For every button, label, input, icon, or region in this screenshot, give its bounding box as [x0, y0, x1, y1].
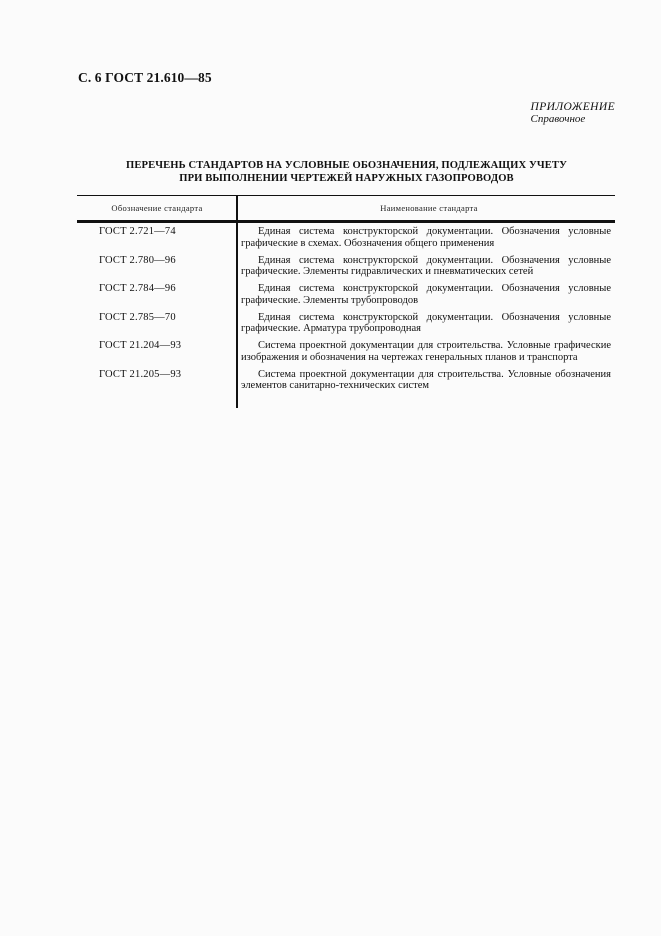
- table-row: [77, 312, 615, 335]
- standard-name: Система проектной документации для строительства. Условные обозначения элементов санитарно-технических систем: [241, 368, 611, 391]
- table-row: [77, 226, 615, 249]
- table-header-row: [77, 196, 615, 220]
- column-divider: [236, 195, 238, 408]
- page-header: С. 6 ГОСТ 21.610—85: [78, 70, 212, 85]
- standards-table: [77, 195, 615, 397]
- title-line-1: ПЕРЕЧЕНЬ СТАНДАРТОВ НА УСЛОВНЫЕ ОБОЗНАЧЕНИЯ, ПОДЛЕЖАЩИХ УЧЕТУ: [126, 160, 567, 171]
- standard-code: ГОСТ 2.780—96: [99, 254, 176, 266]
- appendix-label-block: [531, 100, 615, 125]
- column-header-code: Обозначение стандарта: [111, 203, 203, 213]
- standard-name: Единая система конструкторской документации. Обозначения условные графические в схемах. Обозначения общего применения: [241, 226, 611, 249]
- title-line-2: ПРИ ВЫПОЛНЕНИИ ЧЕРТЕЖЕЙ НАРУЖНЫХ ГАЗОПРОВОДОВ: [179, 172, 514, 184]
- table-row: [77, 283, 615, 306]
- standard-code: ГОСТ 2.785—70: [99, 311, 176, 323]
- document-title: [78, 160, 615, 185]
- standard-name: Единая система конструкторской документации. Обозначения условные графические. Элементы гидравлических и пневматических сетей: [241, 254, 611, 277]
- standard-name: Единая система конструкторской документации. Обозначения условные графические. Элементы трубопроводов: [241, 283, 611, 306]
- table-row: [77, 255, 615, 278]
- standard-code: ГОСТ 2.721—74: [99, 226, 176, 237]
- table-row: [77, 340, 615, 363]
- table-body: [77, 223, 615, 392]
- standard-name: Единая система конструкторской документации. Обозначения условные графические. Арматура трубопроводная: [241, 311, 611, 334]
- standard-code: ГОСТ 21.204—93: [99, 340, 182, 351]
- standard-code: ГОСТ 21.205—93: [99, 368, 182, 380]
- column-header-name: Наименование стандарта: [380, 203, 478, 213]
- table-row: [77, 369, 615, 392]
- appendix-type: Справочное: [530, 113, 586, 125]
- standard-code: ГОСТ 2.784—96: [99, 283, 176, 294]
- appendix-label: ПРИЛОЖЕНИЕ: [530, 101, 615, 113]
- standard-name: Система проектной документации для строительства. Условные графические изображения и обозначения на чертежах генеральных планов и транспорта: [241, 340, 611, 363]
